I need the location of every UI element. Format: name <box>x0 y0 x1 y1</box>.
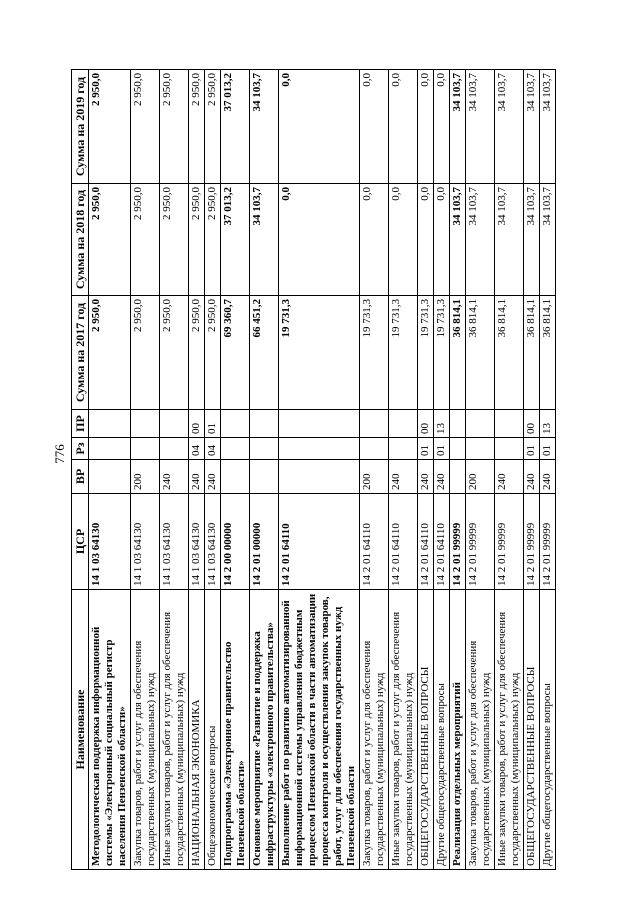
cell-rz <box>160 438 189 460</box>
cell-2017: 2 950,0 <box>189 296 205 410</box>
cell-vr <box>250 460 279 494</box>
table-row <box>495 70 524 870</box>
cell-csr: 14 2 01 99999 <box>466 494 495 590</box>
cell-pr: 00 <box>524 410 540 438</box>
cell-2018: 37 013,2 <box>221 184 250 296</box>
header-2019: Сумма на 2019 год <box>72 70 89 184</box>
cell-rz <box>279 438 360 460</box>
cell-rz: 04 <box>189 438 205 460</box>
cell-csr: 14 1 03 64130 <box>89 494 131 590</box>
cell-pr <box>131 410 160 438</box>
cell-2017: 2 950,0 <box>89 296 131 410</box>
header-vr: ВР <box>72 460 89 494</box>
cell-vr <box>221 460 250 494</box>
cell-csr: 14 2 01 99999 <box>495 494 524 590</box>
cell-2017: 36 814,1 <box>450 296 466 410</box>
cell-2017: 2 950,0 <box>160 296 189 410</box>
cell-pr: 00 <box>189 410 205 438</box>
cell-csr: 14 1 03 64130 <box>205 494 221 590</box>
cell-vr: 200 <box>131 460 160 494</box>
cell-2017: 69 360,7 <box>221 296 250 410</box>
table-row <box>221 70 250 870</box>
cell-2019: 34 103,7 <box>250 70 279 184</box>
header-pr: ПР <box>72 410 89 438</box>
table-row <box>450 70 466 870</box>
cell-2017: 19 731,3 <box>418 296 434 410</box>
cell-pr: 13 <box>434 410 450 438</box>
table-row <box>418 70 434 870</box>
cell-name: ОБЩЕГОСУДАРСТВЕННЫЕ ВОПРОСЫ <box>418 590 434 870</box>
cell-name: Иные закупки товаров, работ и услуг для обеспечения государственных (муниципальных) нужд <box>495 590 524 870</box>
cell-pr <box>360 410 389 438</box>
cell-name: Иные закупки товаров, работ и услуг для обеспечения государственных (муниципальных) нужд <box>389 590 418 870</box>
cell-rz <box>360 438 389 460</box>
cell-2018: 0,0 <box>434 184 450 296</box>
cell-2018: 34 103,7 <box>524 184 540 296</box>
cell-2019: 0,0 <box>389 70 418 184</box>
cell-pr <box>495 410 524 438</box>
cell-pr <box>389 410 418 438</box>
cell-csr: 14 2 01 99999 <box>524 494 540 590</box>
cell-2019: 37 013,2 <box>221 70 250 184</box>
cell-pr: 00 <box>418 410 434 438</box>
cell-rz: 01 <box>418 438 434 460</box>
cell-rz <box>89 438 131 460</box>
cell-2018: 2 950,0 <box>160 184 189 296</box>
cell-name: Закупка товаров, работ и услуг для обеспечения государственных (муниципальных) нужд <box>131 590 160 870</box>
cell-vr <box>89 460 131 494</box>
cell-vr: 240 <box>540 460 556 494</box>
cell-2017: 19 731,3 <box>434 296 450 410</box>
cell-2017: 66 451,2 <box>250 296 279 410</box>
cell-pr <box>250 410 279 438</box>
cell-2019: 2 950,0 <box>205 70 221 184</box>
cell-pr <box>279 410 360 438</box>
cell-csr: 14 2 01 64110 <box>279 494 360 590</box>
cell-rz: 04 <box>205 438 221 460</box>
cell-pr <box>89 410 131 438</box>
cell-2018: 0,0 <box>279 184 360 296</box>
cell-2017: 19 731,3 <box>279 296 360 410</box>
cell-vr: 240 <box>389 460 418 494</box>
cell-name: ОБЩЕГОСУДАРСТВЕННЫЕ ВОПРОСЫ <box>524 590 540 870</box>
cell-2018: 0,0 <box>389 184 418 296</box>
cell-csr: 14 2 01 64110 <box>360 494 389 590</box>
cell-2019: 2 950,0 <box>131 70 160 184</box>
cell-name: Выполнение работ по развитию автоматизированной информационной системы управления бюджетным процессом Пензенской области в части автоматизации процесса контроля и осуществления закупок товаров, работ, услуг для обеспечения государственных нужд Пензенской области <box>279 590 360 870</box>
cell-2017: 36 814,1 <box>466 296 495 410</box>
cell-2019: 0,0 <box>418 70 434 184</box>
table-row <box>250 70 279 870</box>
header-2017: Сумма на 2017 год <box>72 296 89 410</box>
cell-2017: 36 814,1 <box>540 296 556 410</box>
cell-vr: 240 <box>434 460 450 494</box>
cell-rz: 01 <box>524 438 540 460</box>
table-header-row <box>72 70 89 870</box>
cell-2017: 36 814,1 <box>495 296 524 410</box>
header-2018: Сумма на 2018 год <box>72 184 89 296</box>
header-name: Наименование <box>72 590 89 870</box>
cell-vr: 240 <box>189 460 205 494</box>
cell-csr: 14 2 01 00000 <box>250 494 279 590</box>
table-row <box>360 70 389 870</box>
cell-vr <box>279 460 360 494</box>
cell-2017: 19 731,3 <box>360 296 389 410</box>
cell-name: Реализация отдельных мероприятий <box>450 590 466 870</box>
cell-rz <box>389 438 418 460</box>
cell-2017: 19 731,3 <box>389 296 418 410</box>
cell-2017: 2 950,0 <box>205 296 221 410</box>
cell-2019: 34 103,7 <box>540 70 556 184</box>
cell-2018: 2 950,0 <box>89 184 131 296</box>
cell-2018: 2 950,0 <box>189 184 205 296</box>
cell-2019: 34 103,7 <box>524 70 540 184</box>
cell-2018: 2 950,0 <box>131 184 160 296</box>
cell-vr: 200 <box>360 460 389 494</box>
table-row <box>434 70 450 870</box>
cell-2018: 34 103,7 <box>466 184 495 296</box>
cell-csr: 14 1 03 64130 <box>189 494 205 590</box>
cell-name: Методологическая поддержка информационной системы «Электронный социальный регистр населения Пензенской области» <box>89 590 131 870</box>
table-row <box>89 70 131 870</box>
cell-csr: 14 1 03 64130 <box>160 494 189 590</box>
cell-pr <box>466 410 495 438</box>
cell-name: Закупка товаров, работ и услуг для обеспечения государственных (муниципальных) нужд <box>466 590 495 870</box>
cell-pr: 13 <box>540 410 556 438</box>
table-row <box>540 70 556 870</box>
table-body <box>89 70 556 870</box>
cell-vr: 240 <box>524 460 540 494</box>
cell-2018: 0,0 <box>418 184 434 296</box>
cell-pr <box>450 410 466 438</box>
cell-2017: 36 814,1 <box>524 296 540 410</box>
cell-2019: 0,0 <box>434 70 450 184</box>
cell-csr: 14 2 01 64110 <box>418 494 434 590</box>
cell-csr: 14 2 01 99999 <box>540 494 556 590</box>
cell-2019: 2 950,0 <box>160 70 189 184</box>
page-number: 776 <box>52 444 67 464</box>
table-row <box>524 70 540 870</box>
table-row <box>279 70 360 870</box>
cell-csr: 14 2 01 99999 <box>450 494 466 590</box>
cell-csr: 14 2 00 00000 <box>221 494 250 590</box>
cell-pr <box>160 410 189 438</box>
rotated-page <box>71 70 611 870</box>
cell-2019: 34 103,7 <box>466 70 495 184</box>
cell-2018: 34 103,7 <box>250 184 279 296</box>
cell-rz <box>450 438 466 460</box>
cell-name: Другие общегосударственные вопросы <box>434 590 450 870</box>
cell-name: Подпрограмма «Электронное правительство Пензенской области» <box>221 590 250 870</box>
cell-2018: 0,0 <box>360 184 389 296</box>
table-row <box>160 70 189 870</box>
budget-table <box>71 69 556 870</box>
cell-csr: 14 2 01 64110 <box>389 494 418 590</box>
cell-rz <box>495 438 524 460</box>
cell-2018: 34 103,7 <box>450 184 466 296</box>
cell-vr: 240 <box>495 460 524 494</box>
cell-2019: 34 103,7 <box>495 70 524 184</box>
table-row <box>205 70 221 870</box>
header-rz: Рз <box>72 438 89 460</box>
cell-2019: 0,0 <box>360 70 389 184</box>
cell-name: НАЦИОНАЛЬНАЯ ЭКОНОМИКА <box>189 590 205 870</box>
cell-name: Общеэкономические вопросы <box>205 590 221 870</box>
cell-2019: 0,0 <box>279 70 360 184</box>
table-row <box>466 70 495 870</box>
table-row <box>131 70 160 870</box>
cell-2019: 2 950,0 <box>189 70 205 184</box>
cell-csr: 14 2 01 64110 <box>434 494 450 590</box>
cell-2018: 34 103,7 <box>540 184 556 296</box>
cell-2018: 2 950,0 <box>205 184 221 296</box>
cell-name: Другие общегосударственные вопросы <box>540 590 556 870</box>
cell-csr: 14 1 03 64130 <box>131 494 160 590</box>
cell-vr: 240 <box>205 460 221 494</box>
cell-2018: 34 103,7 <box>495 184 524 296</box>
cell-2017: 2 950,0 <box>131 296 160 410</box>
cell-rz <box>250 438 279 460</box>
cell-name: Иные закупки товаров, работ и услуг для обеспечения государственных (муниципальных) нужд <box>160 590 189 870</box>
cell-pr <box>221 410 250 438</box>
table-row <box>389 70 418 870</box>
cell-vr: 240 <box>160 460 189 494</box>
cell-rz <box>131 438 160 460</box>
cell-vr <box>450 460 466 494</box>
cell-pr: 01 <box>205 410 221 438</box>
cell-vr: 200 <box>466 460 495 494</box>
cell-rz <box>221 438 250 460</box>
cell-rz <box>466 438 495 460</box>
table-row <box>189 70 205 870</box>
cell-vr: 240 <box>418 460 434 494</box>
header-csr: ЦСР <box>72 494 89 590</box>
cell-2019: 34 103,7 <box>450 70 466 184</box>
cell-2019: 2 950,0 <box>89 70 131 184</box>
cell-name: Основное мероприятие «Развитие и поддержка инфраструктуры «электронного правительства» <box>250 590 279 870</box>
cell-rz: 01 <box>434 438 450 460</box>
cell-name: Закупка товаров, работ и услуг для обеспечения государственных (муниципальных) нужд <box>360 590 389 870</box>
cell-rz: 01 <box>540 438 556 460</box>
